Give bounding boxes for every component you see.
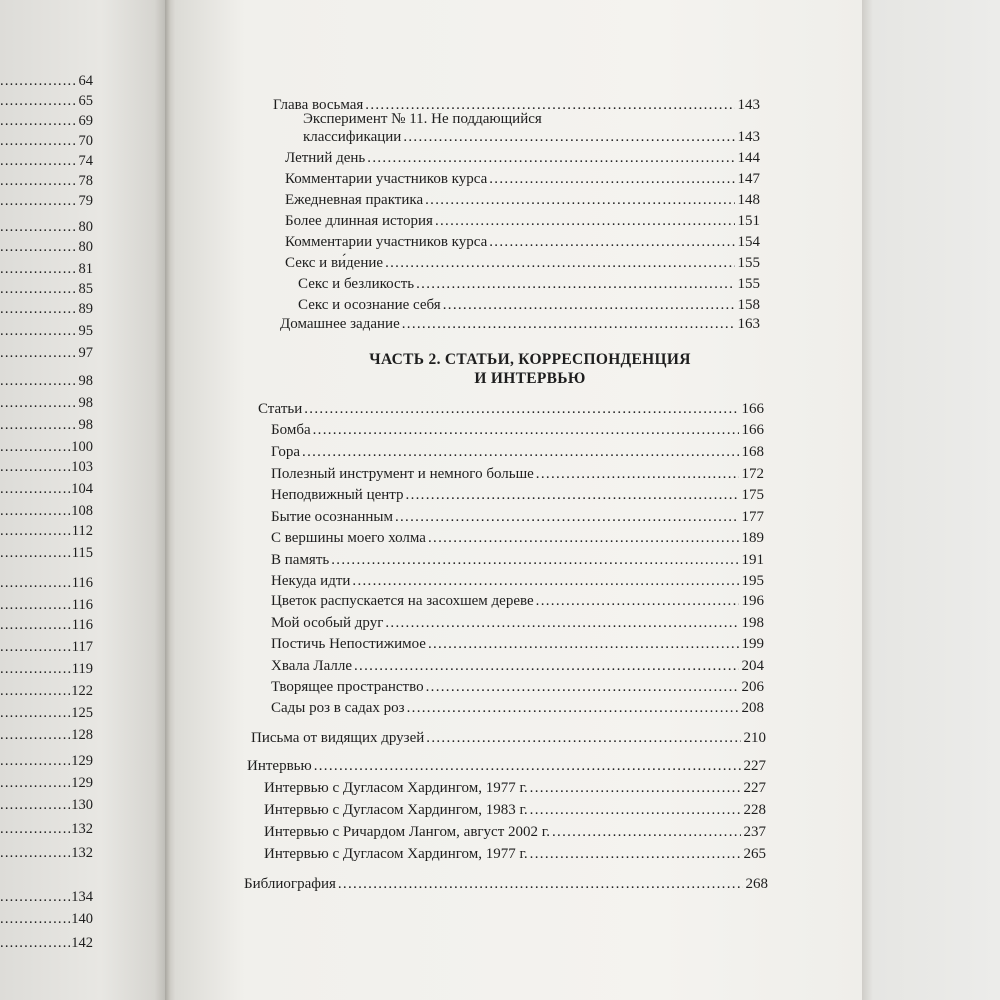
left-toc-row: ..... 122	[0, 680, 93, 700]
toc-row	[271, 484, 764, 504]
page-number: 148	[737, 192, 760, 208]
toc-row	[271, 506, 764, 526]
left-toc-row: ..... 130	[0, 794, 93, 814]
toc-row	[271, 697, 764, 717]
entry-title: Интервью с Дугласом Хардингом, 1977 г.	[264, 846, 528, 862]
left-toc-row: ..... 116	[0, 614, 93, 634]
entry-title: Неподвижный центр	[271, 487, 404, 503]
toc-row	[285, 231, 760, 251]
toc-row	[298, 273, 760, 293]
entry-title: Интервью с Дугласом Хардингом, 1977 г.	[264, 780, 528, 796]
left-toc-row: ..... 65	[0, 90, 93, 110]
entry-title: Сады роз в садах роз	[271, 700, 405, 716]
left-toc-row: ..... 129	[0, 772, 93, 792]
entry-title: Интервью с Дугласом Хардингом, 1983 г.	[264, 802, 528, 818]
left-toc-row: ..... 142	[0, 932, 93, 952]
page-number: 227	[743, 780, 766, 796]
page-number: 206	[741, 679, 764, 695]
page-number: 168	[741, 444, 764, 460]
toc-row	[271, 570, 764, 590]
toc-row	[264, 799, 766, 819]
chapter-heading: Глава восьмая	[273, 97, 364, 113]
left-toc-row: ..... 80	[0, 216, 93, 236]
left-toc-row: ..... 134	[0, 886, 93, 906]
entry-title: Постичь Непостижимое	[271, 636, 426, 652]
toc-row	[264, 843, 766, 863]
page-number: 166	[741, 401, 764, 417]
page-number: 199	[741, 636, 764, 652]
entry-title: Полезный инструмент и немного больше	[271, 466, 534, 482]
entry-title: Секс и осознание себя	[298, 297, 441, 313]
page-number: 204	[741, 658, 764, 674]
entry-title: Комментарии участников курса	[285, 234, 488, 250]
left-toc-row: ..... 115	[0, 542, 93, 562]
toc-row	[271, 612, 764, 632]
left-toc-row: ..... 129	[0, 750, 93, 770]
entry-title: Летний день	[285, 150, 366, 166]
left-toc-row: ..... 116	[0, 572, 93, 592]
toc-row	[285, 147, 760, 167]
entry-title: Некуда идти	[271, 573, 351, 589]
page-number: 210	[743, 730, 766, 746]
entry-title: Хвала Лалле	[271, 658, 352, 674]
left-toc-row: ..... 103	[0, 456, 93, 476]
left-toc-row: ..... 74	[0, 150, 93, 170]
entry-title: Ежедневная практика	[285, 192, 424, 208]
page-number: 163	[737, 316, 760, 332]
entry-title: Бытие осознанным	[271, 509, 393, 525]
entry-title: Секс и ви́дение	[285, 255, 384, 271]
toc-section-row	[244, 873, 768, 893]
toc-row	[271, 590, 764, 610]
left-toc-row: ..... 97	[0, 342, 93, 362]
page-number: 198	[741, 615, 764, 631]
left-toc-row: ..... 78	[0, 170, 93, 190]
toc-row	[285, 168, 760, 188]
part-heading-line2: И ИНТЕРВЬЮ	[474, 370, 586, 387]
entry-title: Интервью с Ричардом Лангом, август 2002 г.	[264, 824, 550, 840]
page-number: 147	[737, 171, 760, 187]
page-number: 154	[737, 234, 760, 250]
section-title: Статьи	[258, 401, 303, 417]
toc-row	[280, 313, 760, 333]
left-toc-row: ..... 112	[0, 520, 93, 540]
toc-row	[271, 549, 764, 569]
left-toc-row: ..... 140	[0, 908, 93, 928]
toc-row	[271, 676, 764, 696]
entry-title: С вершины моего холма	[271, 530, 426, 546]
toc-row	[271, 655, 764, 675]
entry-title: Более длинная история	[285, 213, 433, 229]
left-toc-row: ..... 104	[0, 478, 93, 498]
left-toc-row: ..... 79	[0, 190, 93, 210]
experiment-title-line1: Эксперимент № 11. Не поддающийся	[303, 111, 542, 127]
left-toc-row: ..... 80	[0, 236, 93, 256]
page-number: 177	[741, 509, 764, 525]
page-number: 237	[743, 824, 766, 840]
page-number: 155	[737, 276, 760, 292]
left-toc-row: ..... 98	[0, 392, 93, 412]
toc-section-row	[258, 398, 764, 418]
left-toc-row: ..... 69	[0, 110, 93, 130]
left-toc-row: ..... 85	[0, 278, 93, 298]
toc-section-row	[247, 755, 766, 775]
toc-row	[271, 633, 764, 653]
entry-title: Мой особый друг	[271, 615, 384, 631]
entry-title: Секс и безликость	[298, 276, 415, 292]
page-number: 175	[741, 487, 764, 503]
left-toc-row: ..... 70	[0, 130, 93, 150]
toc-row	[271, 441, 764, 461]
page-number: 228	[743, 802, 766, 818]
toc-section-row	[251, 727, 766, 747]
page-number: 158	[737, 297, 760, 313]
left-toc-row: ..... 119	[0, 658, 93, 678]
toc-row	[271, 527, 764, 547]
page-number: 143	[737, 97, 760, 113]
section-title: Интервью	[247, 758, 312, 774]
page-number: 166	[741, 422, 764, 438]
entry-title: Домашнее задание	[280, 316, 400, 332]
left-toc-row: ..... 117	[0, 636, 93, 656]
left-toc-row: ..... 64	[0, 70, 93, 90]
entry-title: Гора	[271, 444, 301, 460]
page-number: 195	[741, 573, 764, 589]
page-number: 155	[737, 255, 760, 271]
toc-row	[271, 419, 764, 439]
entry-title: Бомба	[271, 422, 311, 438]
part-heading-line1: ЧАСТЬ 2. СТАТЬИ, КОРРЕСПОНДЕНЦИЯ	[369, 351, 691, 368]
left-page	[0, 0, 168, 1000]
left-toc-row: ..... 108	[0, 500, 93, 520]
left-toc-row: ..... 125	[0, 702, 93, 722]
page-number: 189	[741, 530, 764, 546]
left-toc-row: ..... 132	[0, 842, 93, 862]
page-number: 265	[743, 846, 766, 862]
page-number: 151	[737, 213, 760, 229]
entry-title: классификации	[303, 129, 402, 145]
page-number: 268	[745, 876, 768, 892]
toc-row	[285, 252, 760, 272]
page-number: 227	[743, 758, 766, 774]
page-number: 143	[737, 129, 760, 145]
section-title: Библиография	[244, 876, 336, 892]
page-number: 172	[741, 466, 764, 482]
page-number: 144	[737, 150, 760, 166]
left-toc-row: ..... 100	[0, 436, 93, 456]
toc-row	[303, 126, 760, 146]
toc-row	[264, 821, 766, 841]
section-title: Письма от видящих друзей	[251, 730, 425, 746]
page-stack-edge	[862, 0, 1000, 1000]
toc-row	[285, 210, 760, 230]
entry-title: Творящее пространство	[271, 679, 424, 695]
toc-row	[285, 189, 760, 209]
left-toc-row: ..... 132	[0, 818, 93, 838]
page-number: 196	[741, 593, 764, 609]
entry-title: В память	[271, 552, 330, 568]
left-toc-row: ..... 98	[0, 370, 93, 390]
left-toc-row: ..... 89	[0, 298, 93, 318]
left-toc-row: ..... 81	[0, 258, 93, 278]
left-toc-row: ..... 98	[0, 414, 93, 434]
left-toc-row: ..... 116	[0, 594, 93, 614]
toc-row	[271, 463, 764, 483]
left-toc-row: ..... 95	[0, 320, 93, 340]
left-toc-row: ..... 128	[0, 724, 93, 744]
page-number: 208	[741, 700, 764, 716]
page-number: 191	[741, 552, 764, 568]
toc-row	[298, 294, 760, 314]
entry-title: Комментарии участников курса	[285, 171, 488, 187]
toc-row	[264, 777, 766, 797]
entry-title: Цветок распускается на засохшем дереве	[271, 593, 534, 609]
